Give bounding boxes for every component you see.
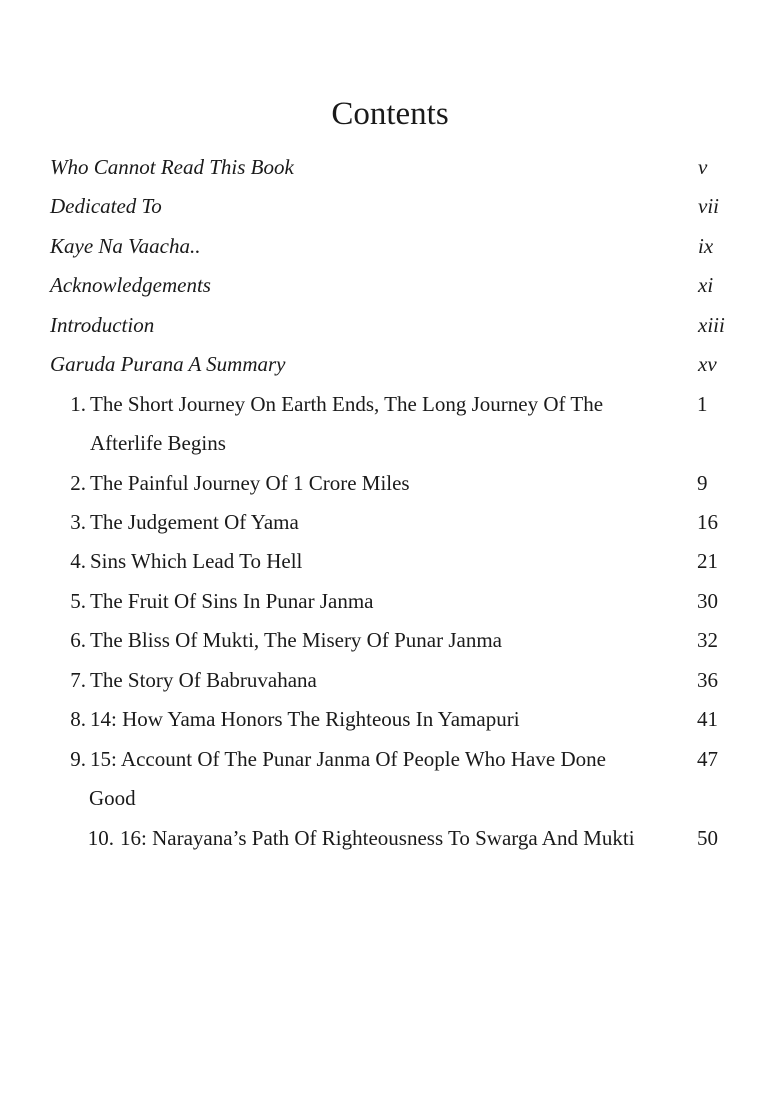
chapter-number: 1. [70, 392, 86, 416]
toc-entry-title: Kaye Na Vaacha.. [50, 234, 201, 258]
chapter-title-line: 15: Account Of The Punar Janma Of People Who Have Done [90, 747, 606, 771]
toc-entry-title: Dedicated To [50, 194, 162, 218]
chapter-number: 7. [70, 668, 86, 692]
chapter-page: 32 [697, 628, 718, 652]
chapter-number: 4. [70, 549, 86, 573]
toc-entry-page: vii [698, 194, 719, 218]
page-title: Contents [331, 96, 449, 132]
chapter-number: 6. [70, 628, 86, 652]
toc-entry-title: Acknowledgements [50, 273, 211, 297]
toc-entry-title: Introduction [50, 313, 155, 337]
chapter-page: 1 [697, 392, 708, 416]
chapter-number: 5. [70, 589, 86, 613]
chapter-title-line: The Judgement Of Yama [90, 510, 299, 534]
chapter-page: 30 [697, 589, 718, 613]
chapter-page: 21 [697, 549, 718, 573]
toc-entry-page: xv [698, 352, 717, 376]
toc-entry-title: Garuda Purana A Summary [50, 352, 286, 376]
chapter-page: 36 [697, 668, 718, 692]
chapter-title-line: 16: Narayana’s Path Of Righteousness To Swarga And Mukti [120, 826, 635, 850]
chapter-title-line: The Story Of Babruvahana [90, 668, 317, 692]
chapter-number: 2. [70, 471, 86, 495]
chapter-title-line: Sins Which Lead To Hell [90, 549, 303, 573]
chapter-page: 16 [697, 510, 718, 534]
toc-entry-page: v [698, 155, 708, 179]
chapter-number: 3. [70, 510, 86, 534]
chapter-title-line: The Fruit Of Sins In Punar Janma [90, 589, 374, 613]
chapter-title-line: The Bliss Of Mukti, The Misery Of Punar Janma [90, 628, 502, 652]
chapter-page: 41 [697, 707, 718, 731]
chapter-number: 8. [70, 707, 86, 731]
toc-entry-page: ix [698, 234, 714, 258]
toc-entry-page: xiii [698, 313, 725, 337]
chapter-number: 10. [87, 826, 114, 850]
toc-entry-page: xi [698, 273, 714, 297]
chapter-title-line: 14: How Yama Honors The Righteous In Yamapuri [90, 707, 520, 731]
chapter-number: 9. [70, 747, 86, 771]
chapter-page: 47 [697, 747, 718, 771]
chapter-title-line: The Short Journey On Earth Ends, The Long Journey Of The [90, 392, 604, 416]
chapter-page: 9 [697, 471, 708, 495]
toc-entry-title: Who Cannot Read This Book [50, 155, 294, 179]
chapter-title-line: Afterlife Begins [90, 431, 226, 455]
chapter-title-line: Good [89, 786, 136, 810]
chapter-page: 50 [697, 826, 718, 850]
chapter-title-line: The Painful Journey Of 1 Crore Miles [90, 471, 410, 495]
